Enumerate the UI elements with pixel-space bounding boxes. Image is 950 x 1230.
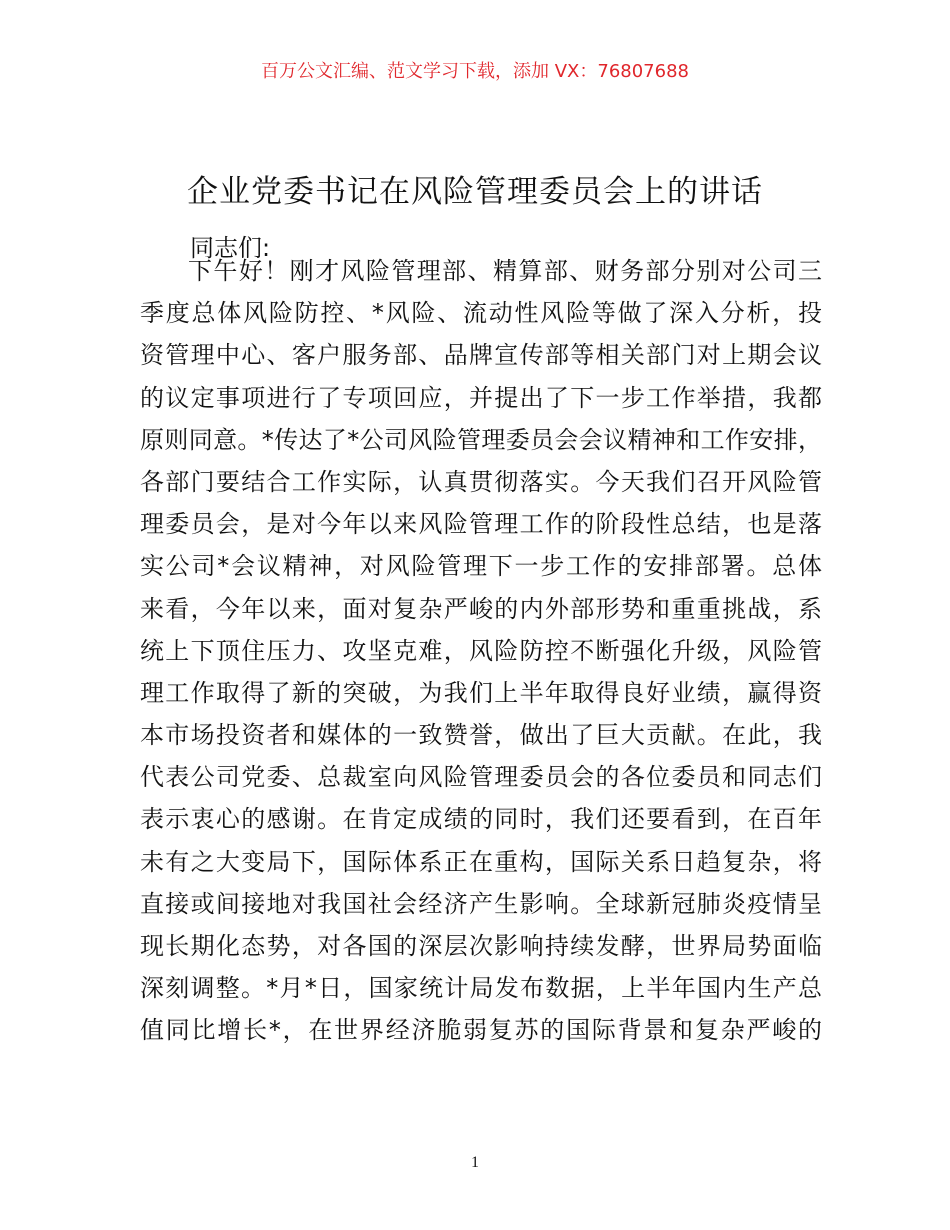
page-number: 1 bbox=[471, 1154, 479, 1171]
body-text-line: 本市场投资者和媒体的一致赞誉，做出了巨大贡献。在此，我 bbox=[140, 721, 822, 750]
body-text-line: 深刻调整。*月*日，国家统计局发布数据，上半年国内生产总 bbox=[140, 974, 822, 1003]
document-body bbox=[140, 250, 822, 1052]
body-text-line: 下午好！刚才风险管理部、精算部、财务部分别对公司三 bbox=[188, 257, 822, 285]
watermark-header: 百万公文汇编、范文学习下载，添加 VX：76807688 bbox=[261, 61, 689, 82]
body-text-line: 值同比增长*，在世界经济脆弱复苏的国际背景和复杂严峻的 bbox=[140, 1016, 822, 1045]
body-text-line: 现长期化态势，对各国的深层次影响持续发酵，世界局势面临 bbox=[140, 932, 822, 960]
body-text-line: 代表公司党委、总裁室向风险管理委员会的各位委员和同志们 bbox=[140, 763, 822, 792]
body-text-line: 表示衷心的感谢。在肯定成绩的同时，我们还要看到，在百年 bbox=[140, 805, 822, 834]
body-text-line: 资管理中心、客户服务部、品牌宣传部等相关部门对上期会议 bbox=[140, 341, 822, 370]
body-text-line: 未有之大变局下，国际体系正在重构，国际关系日趋复杂，将 bbox=[140, 847, 822, 876]
salutation: 同志们: bbox=[190, 234, 271, 262]
body-text-line: 实公司*会议精神，对风险管理下一步工作的安排部署。总体 bbox=[140, 552, 822, 581]
body-text-line: 原则同意。*传达了*公司风险管理委员会会议精神和工作安排， bbox=[140, 425, 822, 454]
body-text-line: 季度总体风险防控、*风险、流动性风险等做了深入分析，投 bbox=[140, 299, 822, 328]
body-text-line: 各部门要结合工作实际，认真贯彻落实。今天我们召开风险管 bbox=[140, 467, 822, 496]
body-text-line: 直接或间接地对我国社会经济产生影响。全球新冠肺炎疫情呈 bbox=[140, 889, 822, 918]
body-text-line: 来看，今年以来，面对复杂严峻的内外部形势和重重挑战，系 bbox=[140, 594, 822, 623]
body-text-line: 理委员会，是对今年以来风险管理工作的阶段性总结，也是落 bbox=[140, 510, 822, 539]
body-text-line: 的议定事项进行了专项回应，并提出了下一步工作举措，我都 bbox=[140, 383, 822, 412]
document-title: 企业党委书记在风险管理委员会上的讲话 bbox=[187, 174, 763, 210]
body-text-line: 统上下顶住压力、攻坚克难，风险防控不断强化升级，风险管 bbox=[140, 636, 822, 665]
body-text-line: 理工作取得了新的突破，为我们上半年取得良好业绩，赢得资 bbox=[140, 678, 822, 707]
